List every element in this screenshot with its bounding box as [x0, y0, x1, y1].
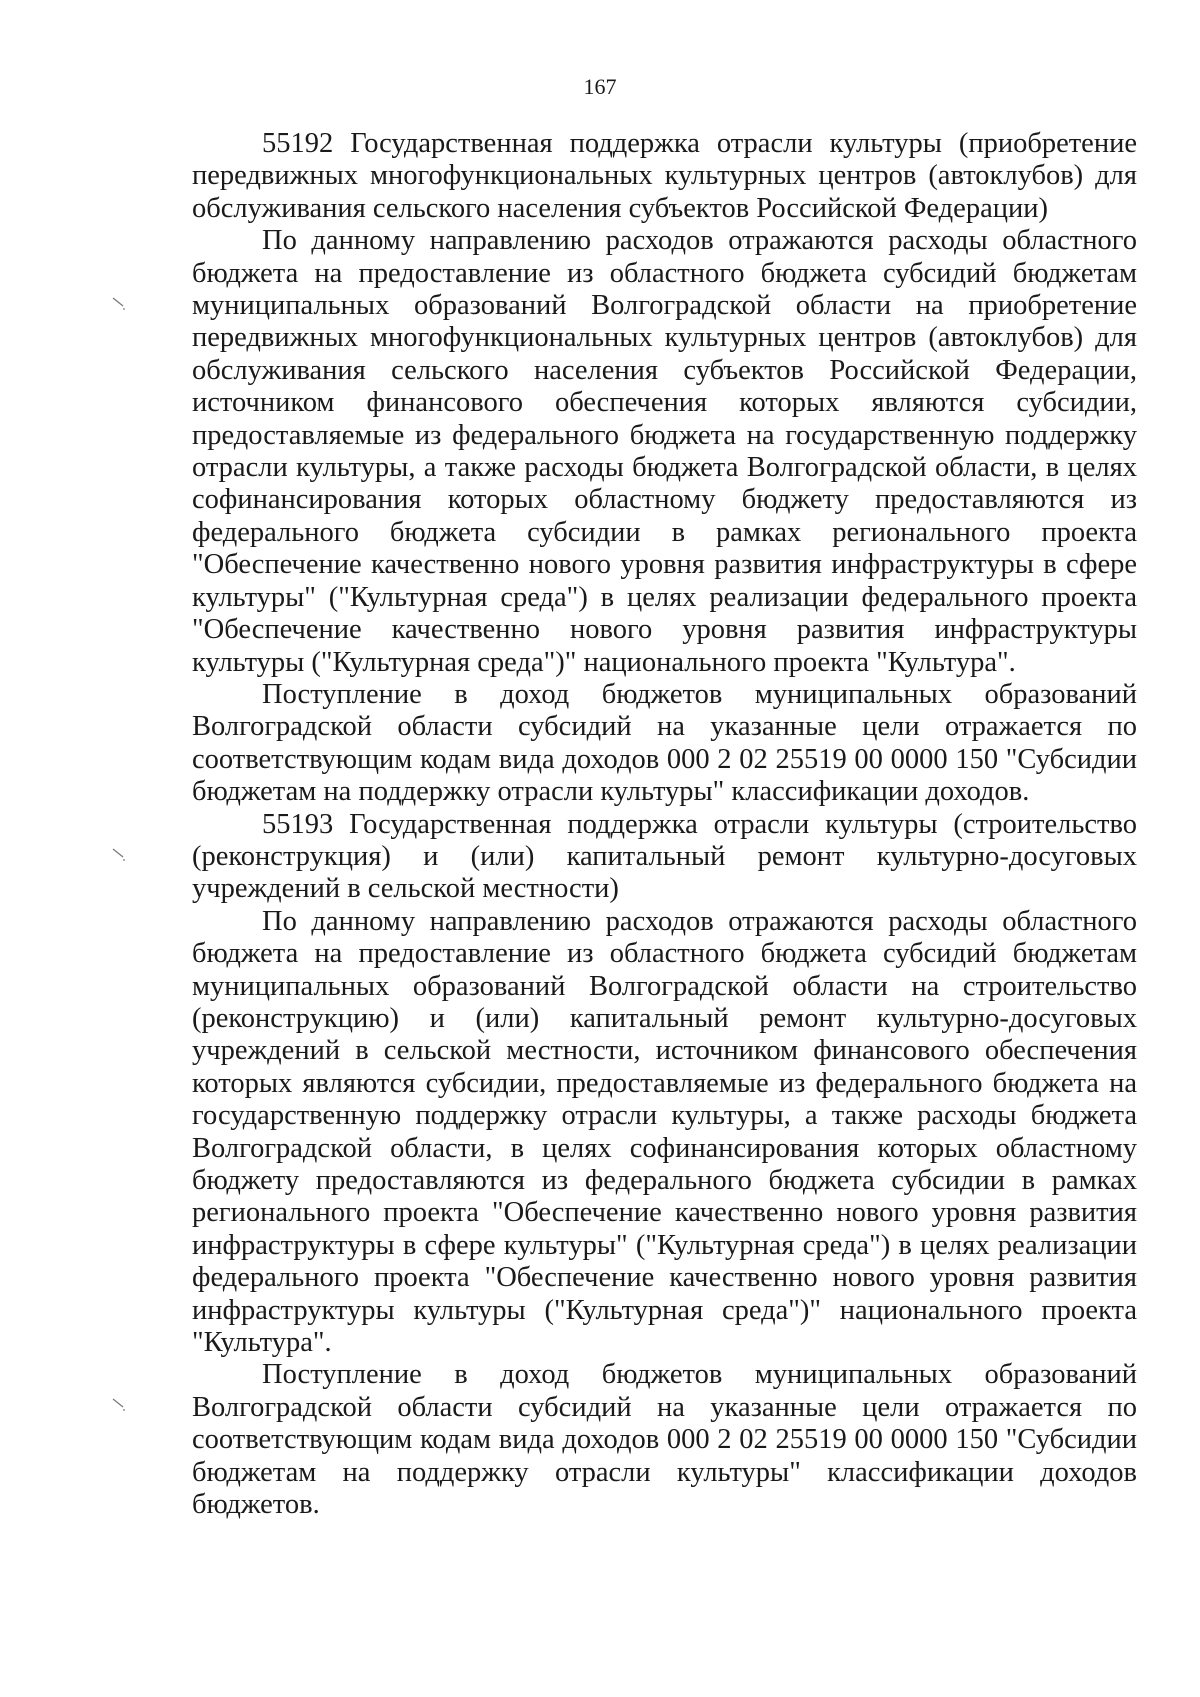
- scan-mark: [112, 1398, 126, 1412]
- document-body: [192, 128, 1137, 1521]
- paragraph-55193-revenue: Поступление в доход бюджетов муниципальных образований Волгоградской области субсидий на указанные цели отражается по соответствующим кодам вида доходов 000 2 02 25519 00 0000 150 "Субсидии бюджетам на поддержку отрасли культуры" классификации доходов бюджетов.: [192, 1359, 1137, 1521]
- page-number: 167: [583, 74, 617, 99]
- section-heading-55192: 55192 Государственная поддержка отрасли культуры (приобретение передвижных многофункциональных культурных центров (автоклубов) для обслуживания сельского населения субъектов Российской Федерации): [192, 128, 1137, 224]
- scan-mark: [112, 297, 126, 311]
- paragraph-55192-revenue: Поступление в доход бюджетов муниципальных образований Волгоградской области субсидий на указанные цели отражается по соответствующим кодам вида доходов 000 2 02 25519 00 0000 150 "Субсидии бюджетам на поддержку отрасли культуры" классификации доходов.: [192, 678, 1137, 808]
- paragraph-55192-description: По данному направлению расходов отражаются расходы областного бюджета на предоставление из областного бюджета субсидий бюджетам муниципальных образований Волгоградской области на приобретение передвижных многофункциональных культурных центров (автоклубов) для обслуживания сельского населения субъектов Российской Федерации, источником финансового обеспечения которых являются субсидии, предоставляемые из федерального бюджета на государственную поддержку отрасли культуры, а также расходы бюджета Волгоградской области, в целях софинансирования которых областному бюджету предоставляются из федерального бюджета субсидии в рамках регионального проекта "Обеспечение качественно нового уровня развития инфраструктуры в сфере культуры" ("Культурная среда") в целях реализации федерального проекта "Обеспечение качественно нового уровня развития инфраструктуры культуры ("Культурная среда")" национального проекта "Культура".: [192, 225, 1137, 678]
- paragraph-55193-description: По данному направлению расходов отражаются расходы областного бюджета на предоставление из областного бюджета субсидий бюджетам муниципальных образований Волгоградской области на строительство (реконструкцию) и (или) капитальный ремонт культурно-досуговых учреждений в сельской местности, источником финансового обеспечения которых являются субсидии, предоставляемые из федерального бюджета на государственную поддержку отрасли культуры, а также расходы бюджета Волгоградской области, в целях софинансирования которых областному бюджету предоставляются из федерального бюджета субсидии в рамках регионального проекта "Обеспечение качественно нового уровня развития инфраструктуры в сфере культуры" ("Культурная среда") в целях реализации федерального проекта "Обеспечение качественно нового уровня развития инфраструктуры культуры ("Культурная среда")" национального проекта "Культура".: [192, 905, 1137, 1359]
- scan-mark: [112, 848, 126, 862]
- section-heading-55193: 55193 Государственная поддержка отрасли культуры (строительство (реконструкция) и (или) капитальный ремонт культурно-досуговых учреждений в сельской местности): [192, 808, 1137, 905]
